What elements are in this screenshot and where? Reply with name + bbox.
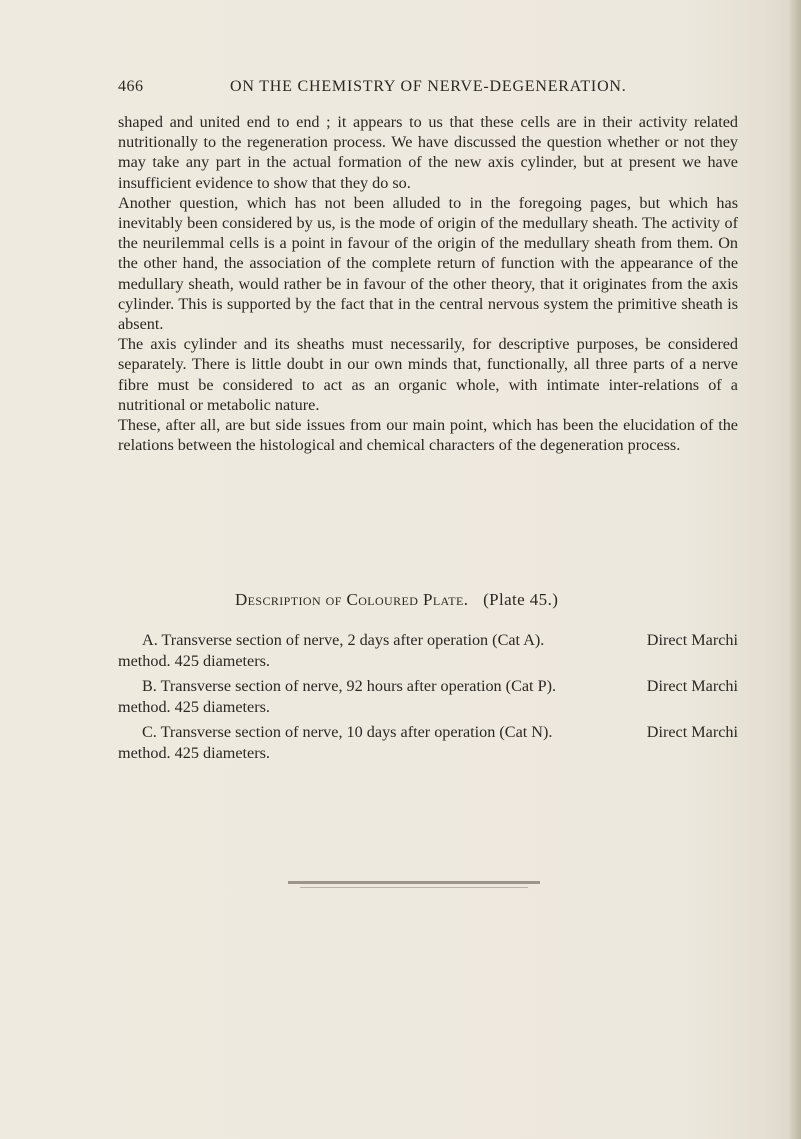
plate-item-continuation: method. 425 diameters.: [118, 698, 270, 716]
page-number: 466: [118, 78, 144, 95]
paragraph: These, after all, are but side issues from our main point, which has been the elucidation of the relations between the histological and chemical characters of the degeneration process.: [118, 416, 738, 455]
body-text: [118, 112, 738, 455]
plate-heading: [235, 590, 635, 610]
list-item: [118, 630, 738, 672]
list-item: [118, 676, 738, 718]
paragraph: The axis cylinder and its sheaths must necessarily, for descriptive purposes, be considered separately. There is little doubt in our own minds that, functionally, all three parts of a nerve fibre must be considered to act as an organic whole, with intimate inter-relations of a nutritional or metabolic nature.: [118, 335, 738, 414]
plate-item-continuation: method. 425 diameters.: [118, 744, 270, 762]
plate-item-method: Direct Marchi: [646, 631, 738, 649]
plate-item-label: C. Transverse section of nerve, 10 days after operation (Cat N).: [142, 723, 553, 741]
list-item: [118, 722, 738, 764]
plate-item-continuation: method. 425 diameters.: [118, 652, 270, 670]
page-edge: [787, 0, 801, 1139]
plate-reference: (Plate 45.): [483, 590, 559, 609]
closing-rule: [288, 881, 540, 884]
plate-item-label: A. Transverse section of nerve, 2 days after operation (Cat A).: [142, 631, 545, 649]
page-header: [118, 78, 738, 100]
plate-item-label: B. Transverse section of nerve, 92 hours after operation (Cat P).: [142, 677, 557, 695]
paragraph: Another question, which has not been alluded to in the foregoing pages, but which has inevitably been considered by us, is the mode of origin of the medullary sheath. The activity of the neurilemmal cells is a point in favour of the origin of the medullary sheath from them. On the other hand, the association of the complete return of function with the appearance of the medullary sheath, would rather be in favour of the other theory, that it originates from the axis cylinder. This is supported by the fact that in the central nervous system the primitive sheath is absent.: [118, 193, 738, 334]
plate-title: Description of Coloured Plate.: [235, 590, 469, 609]
plate-item-method: Direct Marchi: [646, 723, 738, 741]
paragraph: shaped and united end to end ; it appears to us that these cells are in their activity related nutritionally to the regeneration process. We have discussed the question whether or not they may take any part in the actual formation of the new axis cylinder, but at present we have insufficient evidence to show that they do so.: [118, 113, 738, 192]
plate-description-list: [118, 630, 738, 768]
closing-rule-thin: [300, 887, 528, 888]
plate-item-method: Direct Marchi: [646, 677, 738, 695]
running-title: ON THE CHEMISTRY OF NERVE-DEGENERATION.: [230, 78, 627, 95]
